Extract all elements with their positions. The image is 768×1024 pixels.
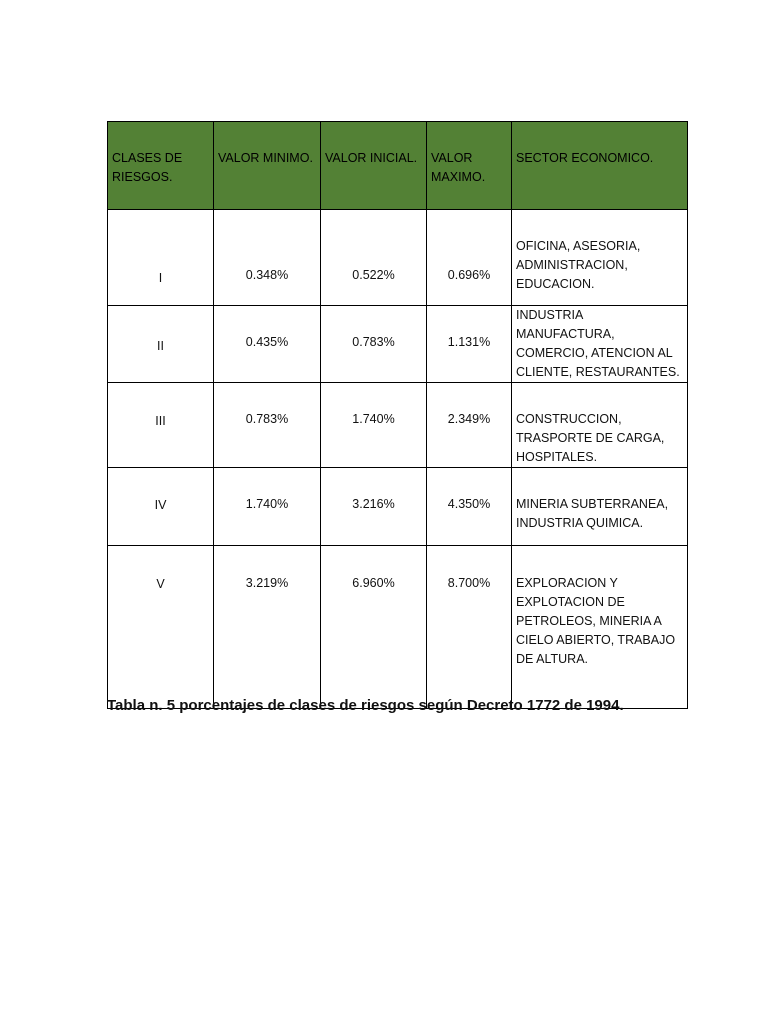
cell-maximo: 0.696% [427, 210, 512, 306]
cell-minimo: 1.740% [214, 468, 321, 546]
cell-maximo: 1.131% [427, 306, 512, 383]
table-row [108, 306, 688, 383]
header-valor-maximo: VALOR MAXIMO. [427, 122, 512, 210]
table-row [108, 546, 688, 709]
table-row [108, 468, 688, 546]
cell-sector: CONSTRUCCION, TRASPORTE DE CARGA, HOSPITALES. [512, 383, 688, 468]
cell-clase: IV [108, 468, 214, 546]
cell-sector: EXPLORACION Y EXPLOTACION DE PETROLEOS, MINERIA A CIELO ABIERTO, TRABAJO DE ALTURA. [512, 546, 688, 709]
cell-inicial: 6.960% [321, 546, 427, 709]
cell-sector: MINERIA SUBTERRANEA, INDUSTRIA QUIMICA. [512, 468, 688, 546]
cell-minimo: 0.783% [214, 383, 321, 468]
cell-inicial: 0.522% [321, 210, 427, 306]
cell-clase: II [108, 306, 214, 383]
table-row [108, 383, 688, 468]
table-row [108, 210, 688, 306]
risk-classes-table [107, 121, 688, 709]
cell-minimo: 0.435% [214, 306, 321, 383]
table-header-row [108, 122, 688, 210]
cell-maximo: 4.350% [427, 468, 512, 546]
cell-clase: I [108, 210, 214, 306]
cell-inicial: 0.783% [321, 306, 427, 383]
cell-maximo: 8.700% [427, 546, 512, 709]
cell-inicial: 3.216% [321, 468, 427, 546]
cell-maximo: 2.349% [427, 383, 512, 468]
cell-minimo: 0.348% [214, 210, 321, 306]
header-valor-inicial: VALOR INICIAL. [321, 122, 427, 210]
table-caption: Tabla n. 5 porcentajes de clases de riesgos según Decreto 1772 de 1994. [107, 697, 624, 714]
header-sector-economico: SECTOR ECONOMICO. [512, 122, 688, 210]
cell-inicial: 1.740% [321, 383, 427, 468]
cell-sector: OFICINA, ASESORIA, ADMINISTRACION, EDUCACION. [512, 210, 688, 306]
header-clases: CLASES DE RIESGOS. [108, 122, 214, 210]
cell-clase: V [108, 546, 214, 709]
cell-sector: INDUSTRIA MANUFACTURA, COMERCIO, ATENCION AL CLIENTE, RESTAURANTES. [512, 306, 688, 383]
cell-minimo: 3.219% [214, 546, 321, 709]
cell-clase: III [108, 383, 214, 468]
header-valor-minimo: VALOR MINIMO. [214, 122, 321, 210]
